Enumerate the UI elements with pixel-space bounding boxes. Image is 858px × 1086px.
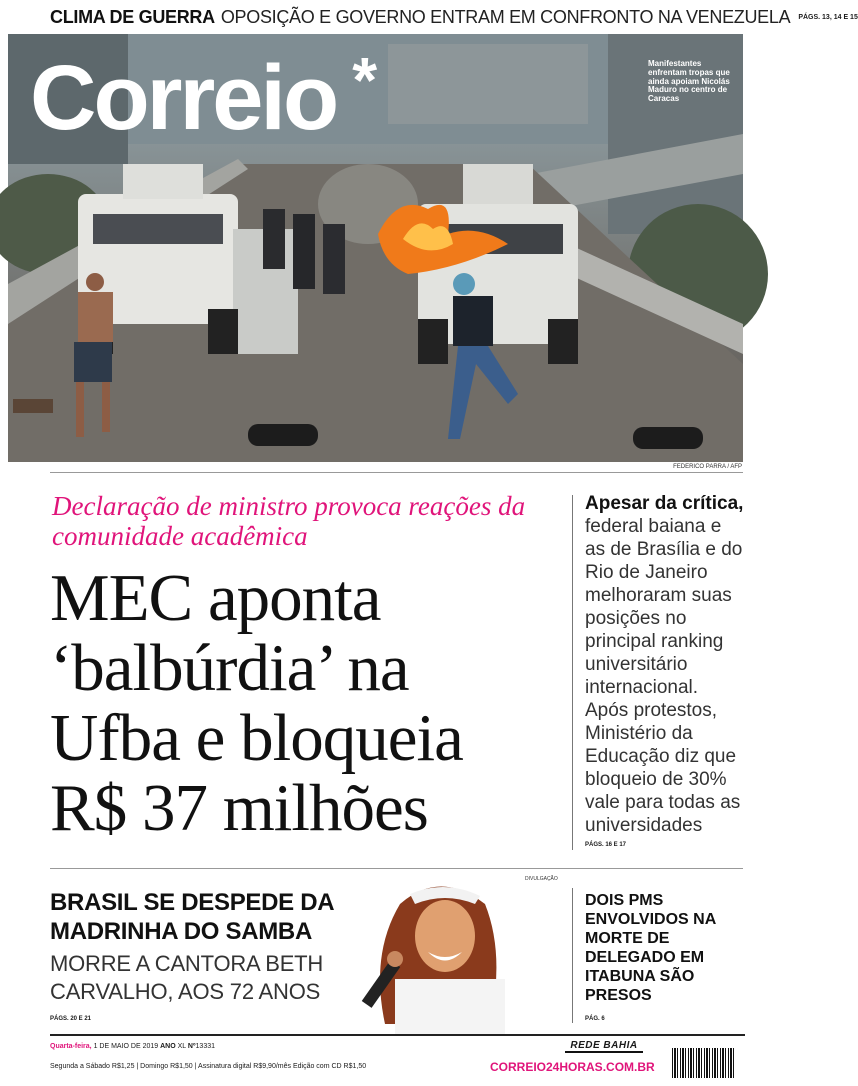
barcode — [672, 1048, 734, 1078]
edition-number: 13331 — [195, 1043, 215, 1050]
number-label: Nº — [187, 1043, 196, 1050]
singer-photo — [340, 874, 535, 1034]
footer — [50, 1034, 745, 1086]
headline-line: MEC aponta — [50, 561, 381, 635]
singer-photo-credit: DIVULGAÇÃO — [525, 876, 558, 882]
photo-caption: Manifestantes enfrentam tropas que ainda apoiam Nicolás Maduro no centro de Caracas — [648, 59, 730, 104]
secondary-subhead: MORRE A CANTORA BETH CARVALHO, AOS 72 ANOS — [50, 951, 324, 1004]
prices-line: Segunda a Sábado R$1,25 | Domingo R$1,50 | Assinatura digital R$9,90/mês Edição com CD R$1,50 — [50, 1063, 367, 1070]
top-strip — [0, 0, 858, 34]
top-kicker: CLIMA DE GUERRA — [50, 6, 215, 27]
sidebar-text — [585, 492, 745, 837]
secondary-headline[interactable]: BRASIL SE DESPEDE DA MADRINHA DO SAMBA — [50, 889, 334, 945]
year-label: ANO — [160, 1043, 176, 1050]
logo-asterisk: * — [352, 44, 375, 116]
divider — [50, 472, 743, 473]
singer-illustration — [340, 874, 535, 1034]
brief-rule — [572, 888, 573, 1023]
edition-year: XL — [177, 1043, 186, 1050]
logo-text: Correio — [30, 47, 337, 149]
cover-photo — [8, 34, 743, 462]
main-headline[interactable] — [50, 563, 590, 843]
brief-headline[interactable]: DOIS PMS ENVOLVIDOS NA MORTE DE DELEGADO EM ITABUNA SÃO PRESOS — [585, 892, 716, 1004]
secondary-pages: PÁGS. 20 E 21 — [50, 1016, 92, 1022]
edition-line — [50, 1043, 215, 1050]
edition-day: Quarta-feira, — [50, 1043, 92, 1050]
headline-line: Ufba e bloqueia — [50, 701, 463, 775]
sidebar-rule — [572, 495, 573, 850]
headline-line: R$ 37 milhões — [50, 771, 428, 845]
main-deck: Declaração de ministro provoca reações da comunidade acadêmica — [52, 491, 526, 551]
network-logo: REDE BAHIA — [565, 1040, 643, 1053]
top-pages: PÁGS. 13, 14 E 15 — [798, 13, 858, 21]
headline-line: ‘balbúrdia’ na — [50, 631, 409, 705]
site-link[interactable]: CORREIO24HORAS.COM.BR — [490, 1060, 655, 1074]
sidebar-lead: Apesar da crítica, — [585, 493, 744, 514]
sidebar-pages: PÁGS. 16 E 17 — [585, 842, 627, 848]
divider — [50, 868, 743, 869]
edition-date: 1 DE MAIO DE 2019 — [93, 1043, 159, 1050]
masthead-logo[interactable] — [30, 44, 375, 149]
brief-pages: PÁG. 6 — [585, 1016, 605, 1022]
photo-credit: FEDERICO PARRA / AFP — [673, 464, 742, 470]
sidebar-body: federal baiana e as de Brasília e do Rio de Janeiro melhoraram suas posições no principal ranking universitário internacional. Após protestos, Ministério da Educação diz que bloqueio de 30% vale para todas as universidades — [585, 516, 743, 836]
top-headline[interactable]: OPOSIÇÃO E GOVERNO ENTRAM EM CONFRONTO NA VENEZUELA — [220, 6, 791, 27]
